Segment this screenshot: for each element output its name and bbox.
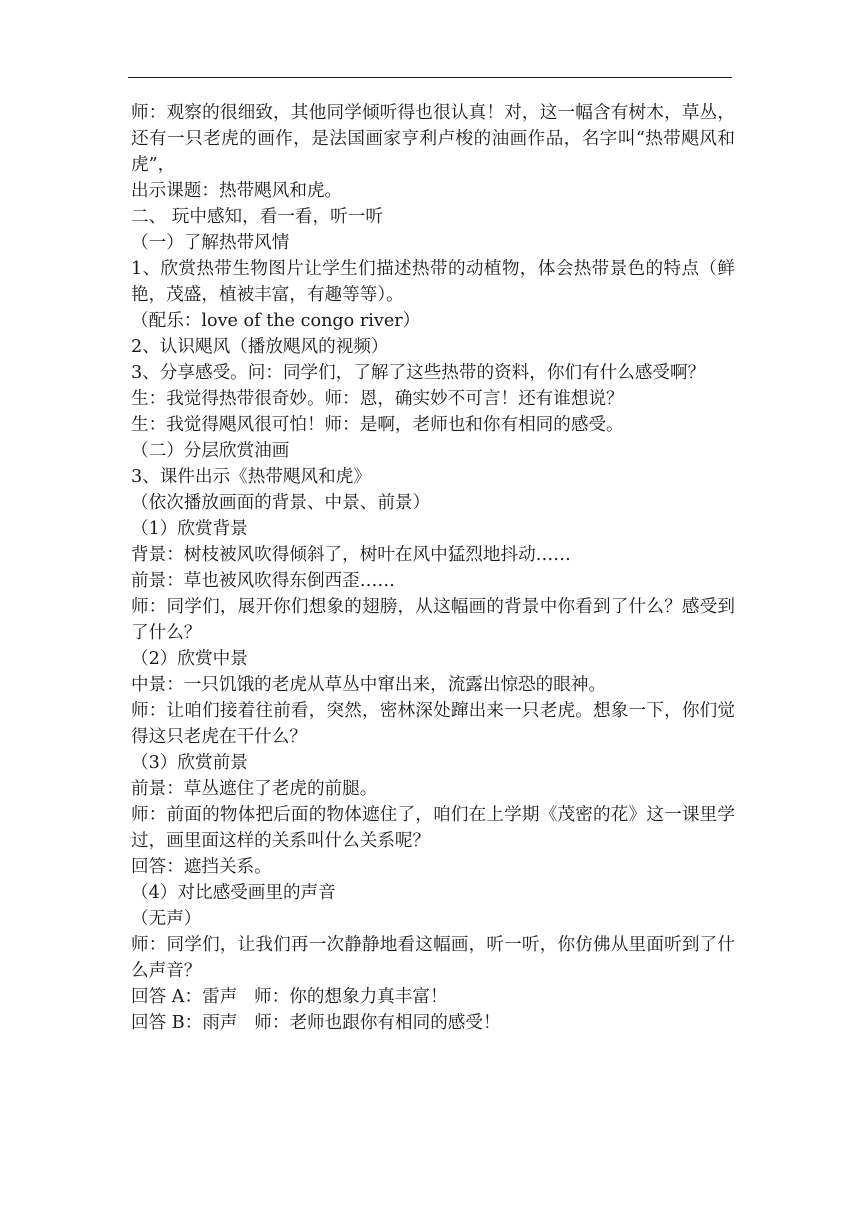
paragraph: 师：同学们，让我们再一次静静地看这幅画，听一听，你仿佛从里面听到了什么声音？ bbox=[131, 935, 735, 981]
subsection-heading: （3）欣赏前景 bbox=[131, 753, 248, 773]
subsection-heading: （一）了解热带风情 bbox=[131, 233, 290, 253]
paragraph: 师：前面的物体把后面的物体遮住了，咱们在上学期《茂密的花》这一课里学过，画里面这样的关系叫什么关系呢？ bbox=[131, 805, 735, 851]
paragraph: 回答 A：雷声 师：你的想象力真丰富！ bbox=[131, 987, 448, 1007]
paragraph: 3、分享感受。问：同学们，了解了这些热带的资料，你们有什么感受啊？ bbox=[131, 363, 706, 383]
subsection-heading: （4）对比感受画里的声音 bbox=[131, 883, 336, 903]
header-rule bbox=[128, 77, 732, 78]
paragraph: 师：让咱们接着往前看，突然，密林深处蹿出来一只老虎。想象一下，你们觉得这只老虎在干什么？ bbox=[131, 701, 735, 747]
paragraph: 前景：草丛遮住了老虎的前腿。 bbox=[131, 779, 378, 799]
paragraph: 回答：遮挡关系。 bbox=[131, 857, 272, 877]
paragraph: 师：观察的很细致，其他同学倾听得也很认真！对，这一幅含有树木，草丛，还有一只老虎的画作，是法国画家亨利卢梭的油画作品，名字叫“热带飓风和虎”， bbox=[131, 103, 735, 175]
paragraph: 生：我觉得热带很奇妙。师：恩，确实妙不可言！还有谁想说？ bbox=[131, 389, 624, 409]
subsection-heading: （2）欣赏中景 bbox=[131, 649, 248, 669]
paragraph: 前景：草也被风吹得东倒西歪…… bbox=[131, 571, 395, 591]
document-body bbox=[131, 100, 735, 1036]
paragraph: 出示课题：热带飓风和虎。 bbox=[131, 181, 343, 201]
paragraph: 师：同学们，展开你们想象的翅膀，从这幅画的背景中你看到了什么？感受到了什么？ bbox=[131, 597, 735, 643]
paragraph: 回答 B：雨声 师：老师也跟你有相同的感受！ bbox=[131, 1013, 501, 1033]
paragraph: 2、认识飓风（播放飓风的视频） bbox=[131, 337, 389, 357]
paragraph: （无声） bbox=[131, 909, 202, 929]
section-heading: 二、 玩中感知，看一看，听一听 bbox=[131, 207, 383, 227]
subsection-heading: （二）分层欣赏油画 bbox=[131, 441, 290, 461]
paragraph: 背景：树枝被风吹得倾斜了，树叶在风中猛烈地抖动…… bbox=[131, 545, 571, 565]
paragraph: 中景：一只饥饿的老虎从草丛中窜出来，流露出惊恐的眼神。 bbox=[131, 675, 607, 695]
paragraph: （依次播放画面的背景、中景、前景） bbox=[131, 493, 431, 513]
paragraph: 3、课件出示《热带飓风和虎》 bbox=[131, 467, 371, 487]
paragraph: （配乐：love of the congo river） bbox=[131, 311, 421, 331]
subsection-heading: （1）欣赏背景 bbox=[131, 519, 248, 539]
paragraph: 生：我觉得飓风很可怕！师：是啊，老师也和你有相同的感受。 bbox=[131, 415, 624, 435]
paragraph: 1、欣赏热带生物图片让学生们描述热带的动植物，体会热带景色的特点（鲜艳，茂盛，植被丰富，有趣等等）。 bbox=[131, 259, 735, 305]
